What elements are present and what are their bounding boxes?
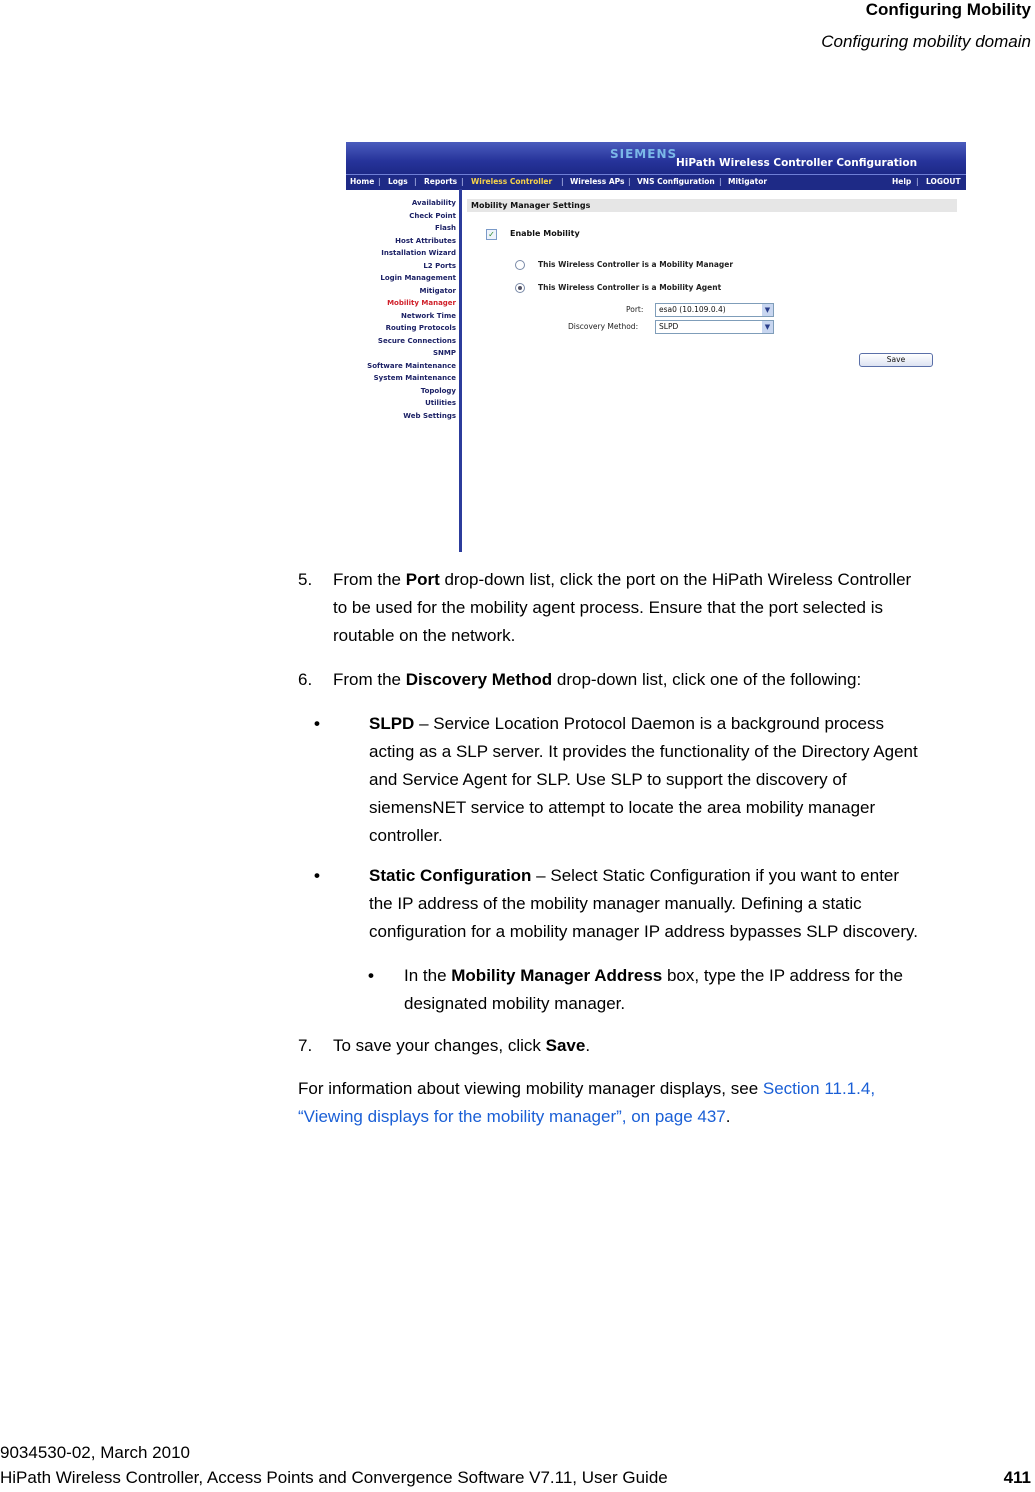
chapter-title: Configuring Mobility bbox=[865, 0, 1031, 19]
slpd-text: SLPD – Service Location Protocol Daemon is a background process bbox=[369, 714, 884, 733]
mobility-agent-label: This Wireless Controller is a Mobility Agent bbox=[538, 283, 722, 292]
static-line: the IP address of the mobility manager manually. Defining a static bbox=[369, 894, 862, 913]
sidebar-item-availability[interactable]: Availability bbox=[411, 199, 456, 207]
nav-logs[interactable]: Logs bbox=[388, 177, 408, 186]
sub-bullet-line: designated mobility manager. bbox=[404, 994, 626, 1013]
step-5-line: routable on the network. bbox=[333, 626, 516, 645]
brand-logo: SIEMENS bbox=[610, 147, 678, 161]
nav-reports[interactable]: Reports bbox=[424, 177, 458, 186]
sidebar-item-routing-protocols[interactable]: Routing Protocols bbox=[385, 324, 456, 332]
step-5-text: From the Port drop-down list, click the port on the HiPath Wireless Controller bbox=[333, 570, 912, 589]
sidebar-item-network-time[interactable]: Network Time bbox=[401, 312, 456, 320]
panel-header bbox=[467, 199, 957, 212]
sidebar-item-secure-connections[interactable]: Secure Connections bbox=[377, 337, 456, 345]
port-label: Port: bbox=[626, 305, 644, 314]
doc-id: 9034530-02, March 2010 bbox=[0, 1443, 190, 1462]
sidebar-item-mitigator[interactable]: Mitigator bbox=[419, 287, 456, 295]
step-7-text: To save your changes, click Save. bbox=[333, 1036, 591, 1055]
sidebar-item-login-management[interactable]: Login Management bbox=[380, 274, 456, 282]
nav-help[interactable]: Help bbox=[892, 177, 912, 186]
settings-sidebar bbox=[346, 189, 462, 552]
step-5-line: to be used for the mobility agent process. Ensure that the port selected is bbox=[333, 598, 883, 617]
step-number: 7. bbox=[298, 1036, 313, 1055]
nav-separator: | bbox=[916, 177, 919, 186]
step-number: 6. bbox=[298, 670, 313, 689]
sub-bullet-text: In the Mobility Manager Address box, type the IP address for the bbox=[404, 966, 903, 985]
sidebar-item-topology[interactable]: Topology bbox=[420, 387, 456, 395]
nav-home[interactable]: Home bbox=[350, 177, 375, 186]
top-nav bbox=[346, 174, 966, 190]
nav-wireless-aps[interactable]: Wireless APs bbox=[570, 177, 625, 186]
info-text: For information about viewing mobility manager displays, see Section 11.1.4, bbox=[298, 1079, 876, 1098]
slpd-line: and Service Agent for SLP. Use SLP to support the discovery of bbox=[369, 770, 847, 789]
sidebar-item-system-maintenance[interactable]: System Maintenance bbox=[373, 374, 456, 382]
discovery-method-value: SLPD bbox=[659, 322, 679, 331]
enable-mobility-checkbox[interactable]: ✓ bbox=[486, 229, 497, 240]
discovery-method-label: Discovery Method: bbox=[568, 322, 639, 331]
nav-separator: | bbox=[461, 177, 464, 186]
static-line: configuration for a mobility manager IP address bypasses SLP discovery. bbox=[369, 922, 919, 941]
bullet: • bbox=[314, 714, 320, 733]
section-link[interactable]: Section 11.1.4, bbox=[762, 1079, 876, 1098]
sidebar-item-snmp[interactable]: SNMP bbox=[433, 349, 456, 357]
nav-separator: | bbox=[719, 177, 722, 186]
mobility-agent-radio[interactable] bbox=[515, 283, 525, 293]
enable-mobility-label: Enable Mobility bbox=[510, 229, 580, 238]
slpd-line: controller. bbox=[369, 826, 443, 845]
page-number: 411 bbox=[1003, 1468, 1031, 1487]
sidebar-item-software-maintenance[interactable]: Software Maintenance bbox=[367, 362, 456, 370]
section-title: Configuring mobility domain bbox=[821, 32, 1031, 51]
chevron-down-icon: ▼ bbox=[762, 304, 773, 316]
app-title: HiPath Wireless Controller Configuration bbox=[676, 157, 918, 169]
sidebar-item-installation-wizard[interactable]: Installation Wizard bbox=[381, 249, 456, 257]
discovery-method-select[interactable] bbox=[655, 320, 774, 334]
nav-mitigator[interactable]: Mitigator bbox=[728, 177, 768, 186]
app-banner bbox=[346, 142, 966, 174]
nav-separator: | bbox=[378, 177, 381, 186]
nav-vns-configuration[interactable]: VNS Configuration bbox=[637, 177, 715, 186]
slpd-line: acting as a SLP server. It provides the functionality of the Directory Agent bbox=[369, 742, 918, 761]
panel-title: Mobility Manager Settings bbox=[471, 201, 591, 210]
sidebar-item-utilities[interactable]: Utilities bbox=[425, 399, 456, 407]
sidebar-item-web-settings[interactable]: Web Settings bbox=[403, 412, 456, 420]
save-button[interactable]: Save bbox=[859, 353, 933, 367]
slpd-line: siemensNET service to attempt to locate the area mobility manager bbox=[369, 798, 876, 817]
mobility-manager-radio[interactable] bbox=[515, 260, 525, 270]
info-line: “Viewing displays for the mobility manager”, on page 437. bbox=[298, 1107, 731, 1126]
sidebar-item-host-attributes[interactable]: Host Attributes bbox=[395, 237, 456, 245]
port-value: esa0 (10.109.0.4) bbox=[659, 305, 726, 314]
nav-wireless-controller[interactable]: Wireless Controller bbox=[471, 177, 553, 186]
sidebar-item-mobility-manager[interactable]: Mobility Manager bbox=[387, 299, 456, 307]
bullet: • bbox=[314, 866, 320, 885]
sidebar-item-l2-ports[interactable]: L2 Ports bbox=[423, 262, 456, 270]
nav-separator: | bbox=[628, 177, 631, 186]
sidebar-item-check-point[interactable]: Check Point bbox=[409, 212, 456, 220]
chevron-down-icon: ▼ bbox=[762, 321, 773, 333]
guide-title: HiPath Wireless Controller, Access Points and Convergence Software V7.11, User Guide bbox=[0, 1468, 668, 1487]
bullet: • bbox=[368, 966, 374, 985]
nav-logout[interactable]: LOGOUT bbox=[926, 177, 961, 186]
mobility-manager-label: This Wireless Controller is a Mobility Manager bbox=[538, 260, 734, 269]
nav-separator: | bbox=[561, 177, 564, 186]
sidebar-item-flash[interactable]: Flash bbox=[434, 224, 456, 232]
screenshot-figure bbox=[346, 142, 966, 552]
static-text: Static Configuration – Select Static Configuration if you want to enter bbox=[369, 866, 900, 885]
step-6-text: From the Discovery Method drop-down list, click one of the following: bbox=[333, 670, 862, 689]
nav-separator: | bbox=[414, 177, 417, 186]
port-select[interactable] bbox=[655, 303, 774, 317]
step-number: 5. bbox=[298, 570, 313, 589]
section-link[interactable]: “Viewing displays for the mobility manager”, on page 437 bbox=[298, 1107, 726, 1126]
